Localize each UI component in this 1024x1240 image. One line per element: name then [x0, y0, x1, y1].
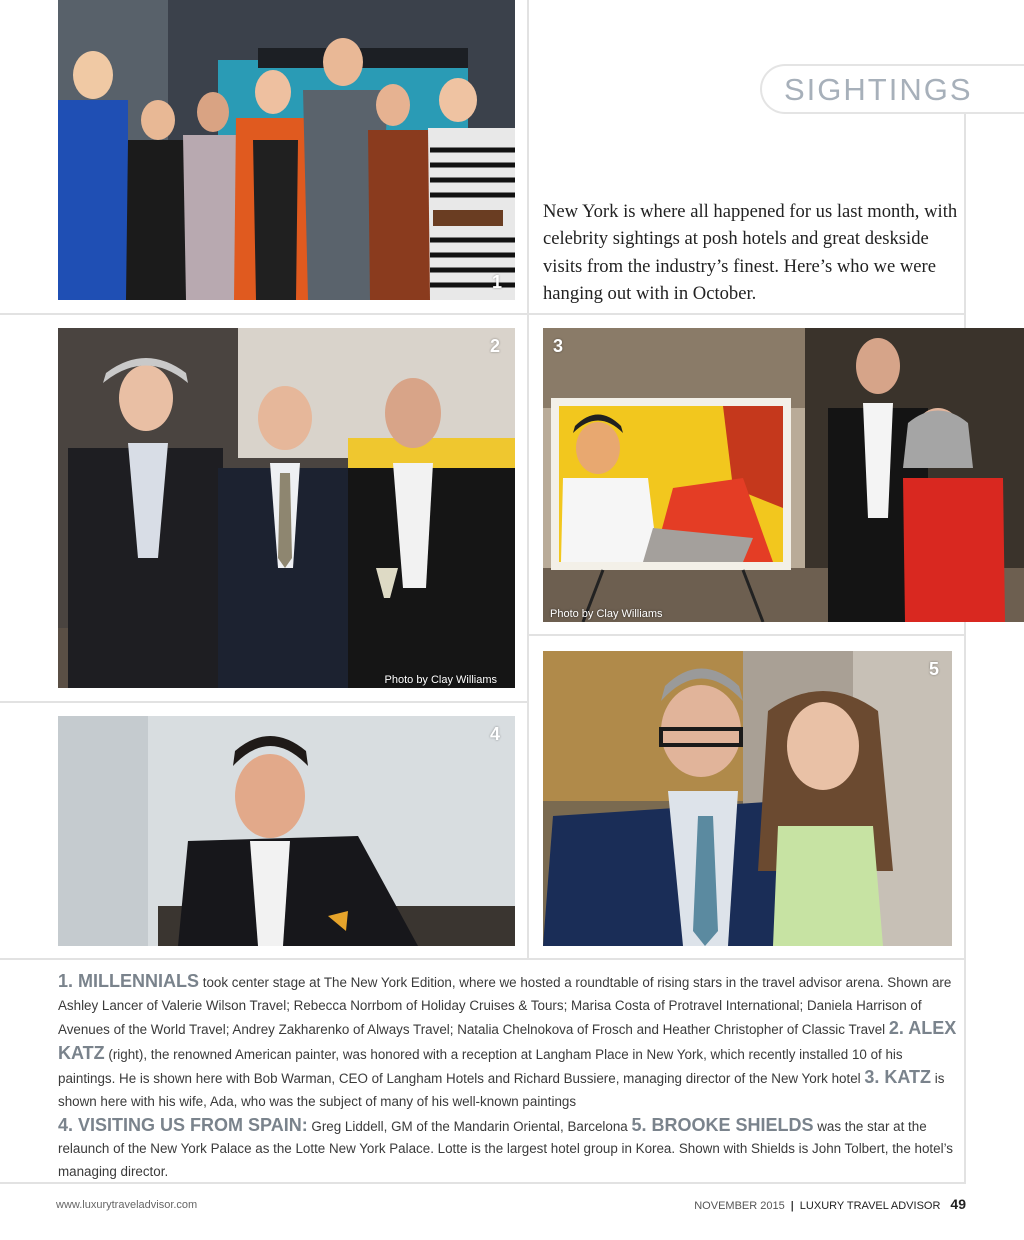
column-divider	[527, 0, 529, 958]
photo-number-1: 1	[492, 272, 503, 292]
photo-2-alex-katz	[58, 328, 515, 688]
section-title: SIGHTINGS	[784, 72, 973, 107]
folio-separator: |	[790, 1200, 794, 1212]
caption-1-lead: 1. MILLENNIALS	[58, 971, 200, 991]
caption-1-text: took center stage at The New York Edition, where we hosted a roundtable of rising stars in the travel advisor arena. Shown are Ashley Lancer of Valerie Wilson Travel; Rebecca Norrbom of Holiday Cruises & Tours; Marisa Costa of Protravel International; Daniela Harrison of Avenues of the World Travel; Andrey Zakharenko of Always Travel; Natalia Chelnokova of Frosch and Heather Christopher of Classic Travel	[58, 975, 952, 1038]
caption-block	[58, 970, 958, 1183]
photo-credit-3: Photo by Clay Williams	[550, 608, 663, 620]
caption-top-rule	[0, 958, 966, 960]
caption-5-lead: 5. BROOKE SHIELDS	[631, 1114, 814, 1135]
photo-3-katz-and-wife	[543, 328, 1024, 622]
caption-4-lead: 4. VISITING US FROM SPAIN:	[58, 1114, 308, 1135]
photo-number-4: 4	[490, 724, 501, 744]
row-divider-1	[0, 313, 966, 315]
photo-2-illustration	[58, 328, 515, 688]
photo-5-illustration	[543, 651, 952, 946]
page-number: 49	[950, 1196, 966, 1212]
row-divider-2-right	[528, 634, 966, 636]
intro-paragraph: New York is where all happened for us last month, with celebrity sightings at posh hotels and great deskside visits from the industry’s finest. Here’s who we were hanging out with in October.	[543, 201, 958, 305]
right-edge-rule	[964, 112, 966, 1184]
magazine-name: LUXURY TRAVEL ADVISOR	[799, 1200, 941, 1212]
caption-5-text: was the star at the relaunch of the New York Palace as the Lotte New York Palace. Lotte is the largest hotel group in Korea. Shown with Shields is John Tolbert, the hotel’s managing director.	[58, 1118, 953, 1179]
caption-2-text: (right), the renowned American painter, was honored with a reception at Langham Place in New York, which recently installed 10 of his paintings. He is shown here with Bob Warman, CEO of Langham Hotels and Richard Bussiere, managing director of the New York hotel	[58, 1046, 903, 1087]
photo-number-2: 2	[490, 336, 501, 356]
folio	[694, 1196, 966, 1212]
caption-2-lead: 2. ALEX KATZ	[58, 1018, 957, 1063]
photo-number-3: 3	[553, 336, 564, 356]
photo-credit-2: Photo by Clay Williams	[384, 674, 497, 686]
photo-1-illustration	[58, 0, 515, 300]
photo-number-5: 5	[929, 659, 940, 679]
section-tab	[760, 64, 1024, 114]
photo-4-illustration	[58, 716, 515, 946]
photo-1-millennials	[58, 0, 515, 300]
caption-3-text: is shown here with his wife, Ada, who was the subject of many of his well-known paintings	[58, 1071, 945, 1109]
photo-4-greg-liddell	[58, 716, 515, 946]
photo-3-illustration	[543, 328, 1024, 622]
caption-4-text: Greg Liddell, GM of the Mandarin Oriental, Barcelona	[307, 1118, 632, 1134]
issue-date: NOVEMBER 2015	[694, 1200, 785, 1212]
caption-3-lead: 3. KATZ	[864, 1067, 932, 1088]
row-divider-2-left	[0, 701, 528, 703]
website-link[interactable]: www.luxurytraveladvisor.com	[56, 1199, 198, 1211]
photo-5-brooke-shields	[543, 651, 952, 946]
